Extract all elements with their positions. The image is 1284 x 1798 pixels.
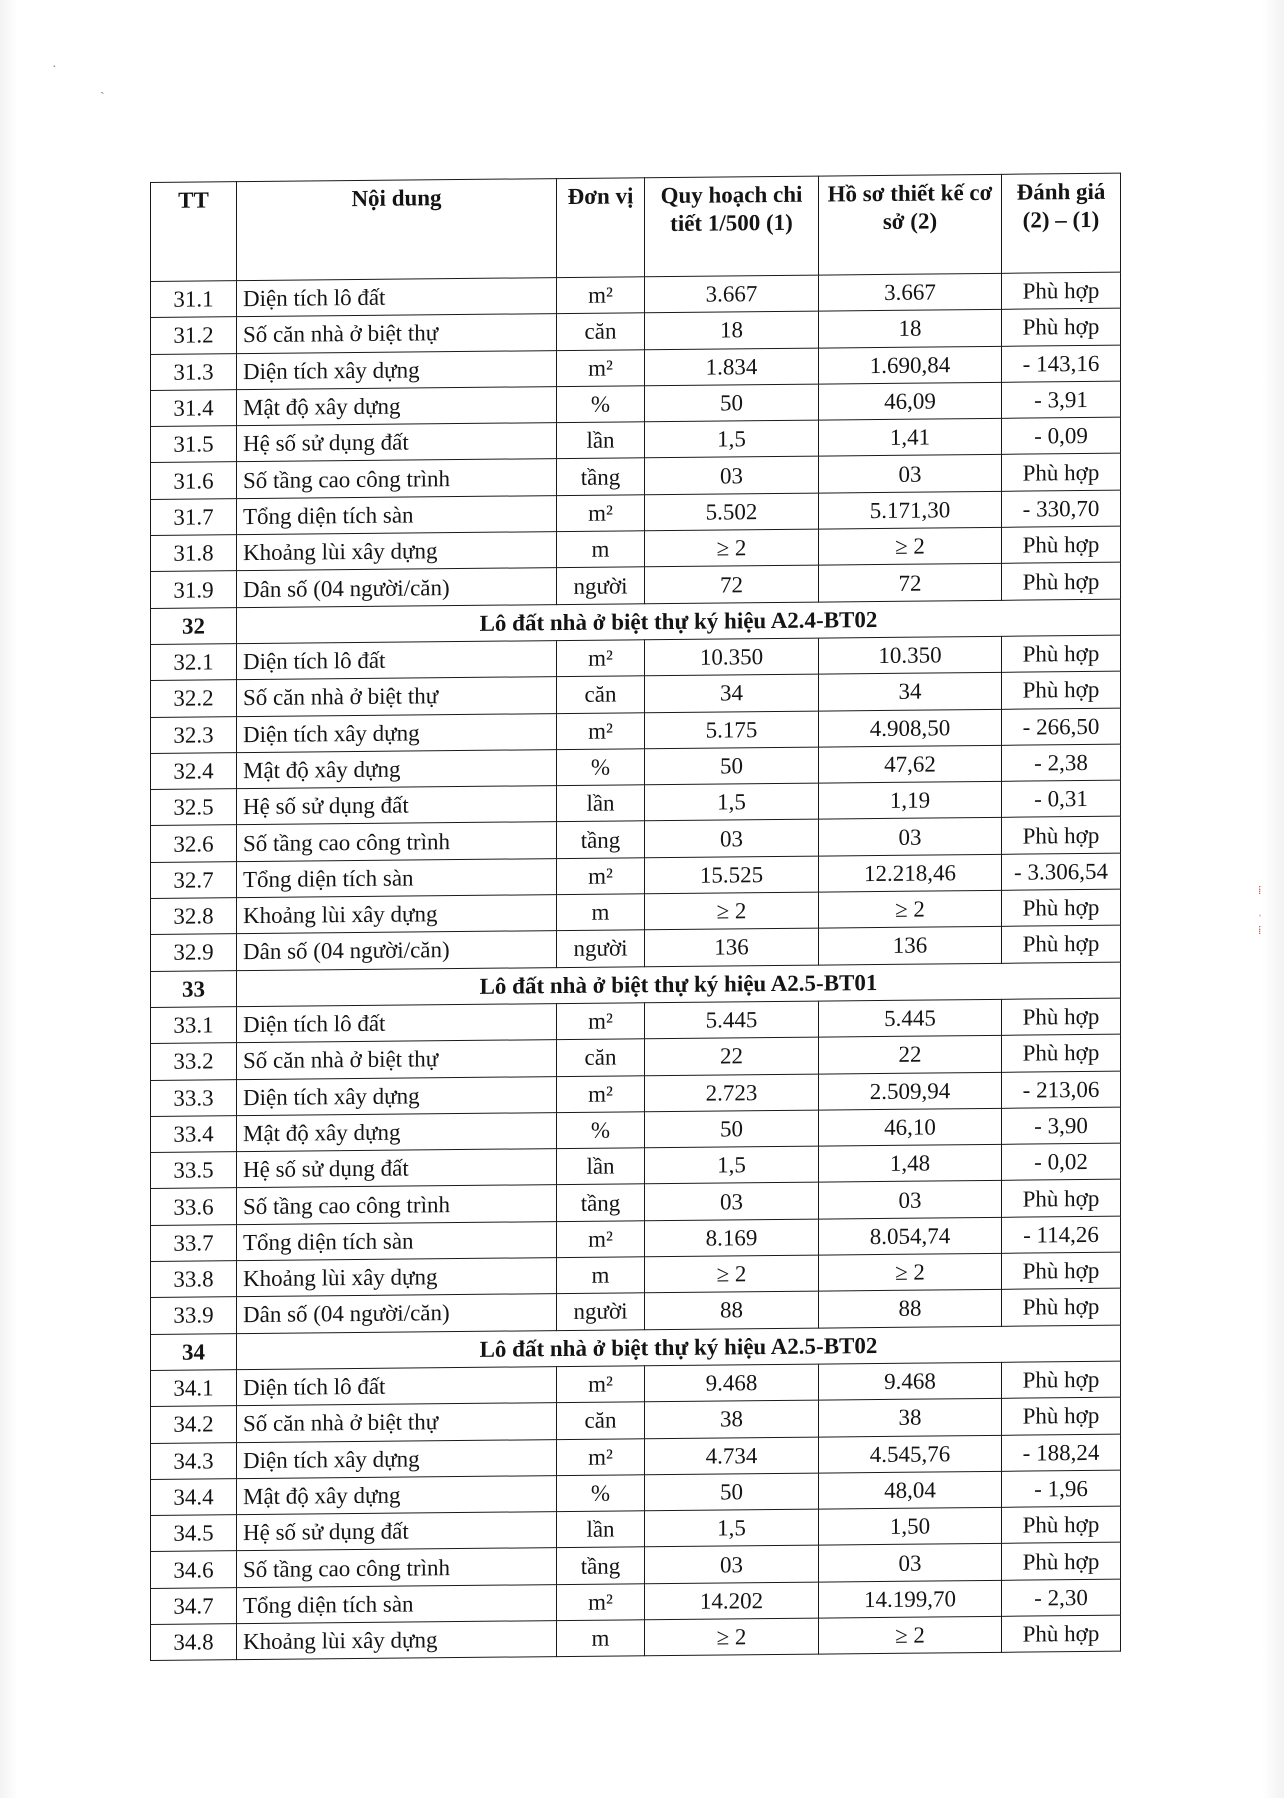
cell-noi-dung: Khoảng lùi xây dựng — [237, 895, 557, 934]
cell-ho-so: 46,09 — [819, 382, 1002, 420]
cell-quy-hoach: 88 — [645, 1291, 819, 1329]
cell-quy-hoach: ≥ 2 — [645, 529, 819, 567]
cell-quy-hoach: ≥ 2 — [645, 1618, 819, 1656]
cell-quy-hoach: 50 — [645, 747, 819, 785]
cell-ho-so: 12.218,46 — [819, 854, 1002, 892]
cell-don-vi: tầng — [557, 458, 645, 495]
cell-quy-hoach: 2.723 — [645, 1074, 819, 1112]
cell-tt: 33.4 — [151, 1115, 237, 1152]
cell-don-vi: lần — [557, 422, 645, 459]
cell-danh-gia: Phù hợp — [1002, 1034, 1121, 1071]
cell-danh-gia: Phù hợp — [1002, 272, 1121, 309]
cell-noi-dung: Diện tích xây dựng — [237, 713, 557, 752]
cell-noi-dung: Tổng diện tích sàn — [237, 1221, 557, 1260]
cell-noi-dung: Tổng diện tích sàn — [237, 858, 557, 897]
cell-quy-hoach: 9.468 — [645, 1364, 819, 1402]
comparison-table — [150, 173, 1121, 1662]
cell-don-vi: % — [557, 1112, 645, 1149]
cell-don-vi: m² — [557, 858, 645, 895]
cell-danh-gia: - 330,70 — [1002, 490, 1121, 527]
cell-don-vi: m — [557, 894, 645, 931]
cell-don-vi: m² — [557, 712, 645, 749]
cell-don-vi: m² — [557, 1075, 645, 1112]
cell-danh-gia: Phù hợp — [1002, 635, 1121, 672]
cell-don-vi: tầng — [557, 1547, 645, 1584]
cell-quy-hoach: 1,5 — [645, 1146, 819, 1184]
cell-noi-dung: Dân số (04 người/căn) — [237, 1294, 557, 1333]
cell-noi-dung: Hệ số sử dụng đất — [237, 1149, 557, 1188]
cell-ho-so: 9.468 — [819, 1362, 1002, 1400]
group-number: 33 — [151, 970, 237, 1007]
cell-don-vi: % — [557, 749, 645, 786]
cell-danh-gia: - 0,31 — [1002, 780, 1121, 817]
cell-ho-so: 88 — [819, 1290, 1002, 1328]
cell-danh-gia: - 2,38 — [1002, 744, 1121, 781]
cell-noi-dung: Diện tích lô đất — [237, 1004, 557, 1043]
cell-tt: 34.3 — [151, 1442, 237, 1479]
cell-ho-so: 34 — [819, 673, 1002, 711]
cell-danh-gia: Phù hợp — [1002, 454, 1121, 491]
cell-danh-gia: Phù hợp — [1002, 1543, 1121, 1580]
cell-danh-gia: - 266,50 — [1002, 708, 1121, 745]
cell-don-vi: % — [557, 1475, 645, 1512]
cell-tt: 34.1 — [151, 1370, 237, 1407]
cell-tt: 31.9 — [151, 571, 237, 608]
cell-noi-dung: Hệ số sử dụng đất — [237, 423, 557, 462]
cell-noi-dung: Diện tích lô đất — [237, 641, 557, 680]
header-ho-so: Hồ sơ thiết kế cơ sở (2) — [819, 174, 1002, 275]
cell-ho-so: 10.350 — [819, 636, 1002, 674]
margin-stamp-marks: ⁞ ˌ ⁞ — [1258, 883, 1262, 937]
cell-ho-so: 14.199,70 — [819, 1580, 1002, 1618]
comparison-table-wrapper — [150, 173, 1120, 1662]
cell-quy-hoach: 50 — [645, 1110, 819, 1148]
cell-tt: 34.6 — [151, 1551, 237, 1588]
header-tt: TT — [151, 182, 237, 282]
cell-danh-gia: - 143,16 — [1002, 345, 1121, 382]
cell-tt: 32.7 — [151, 861, 237, 898]
cell-don-vi: tầng — [557, 821, 645, 858]
cell-noi-dung: Hệ số sử dụng đất — [237, 786, 557, 825]
cell-danh-gia: Phù hợp — [1002, 1361, 1121, 1398]
group-title: Lô đất nhà ở biệt thự ký hiệu A2.5-BT02 — [237, 1325, 1121, 1370]
cell-don-vi: người — [557, 567, 645, 604]
header-quy-hoach: Quy hoạch chi tiết 1/500 (1) — [645, 176, 819, 277]
cell-ho-so: 48,04 — [819, 1471, 1002, 1509]
cell-ho-so: 46,10 — [819, 1108, 1002, 1146]
cell-quy-hoach: 50 — [645, 1473, 819, 1511]
cell-danh-gia: Phù hợp — [1002, 926, 1121, 963]
cell-quy-hoach: 1,5 — [645, 1509, 819, 1547]
cell-tt: 32.1 — [151, 644, 237, 681]
cell-don-vi: căn — [557, 676, 645, 713]
cell-tt: 33.8 — [151, 1261, 237, 1298]
cell-ho-so: 03 — [819, 455, 1002, 493]
table-body — [151, 272, 1121, 1661]
cell-ho-so: 3.667 — [819, 273, 1002, 311]
cell-quy-hoach: ≥ 2 — [645, 1255, 819, 1293]
cell-quy-hoach: 15.525 — [645, 856, 819, 894]
cell-noi-dung: Số căn nhà ở biệt thự — [237, 677, 557, 716]
cell-danh-gia: Phù hợp — [1002, 526, 1121, 563]
cell-noi-dung: Mật độ xây dựng — [237, 749, 557, 788]
cell-noi-dung: Mật độ xây dựng — [237, 1475, 557, 1514]
cell-don-vi: m² — [557, 1366, 645, 1403]
cell-tt: 33.9 — [151, 1297, 237, 1334]
cell-tt: 33.7 — [151, 1224, 237, 1261]
cell-don-vi: m² — [557, 495, 645, 532]
cell-quy-hoach: 10.350 — [645, 638, 819, 676]
cell-noi-dung: Diện tích lô đất — [237, 278, 557, 317]
cell-don-vi: tầng — [557, 1184, 645, 1221]
header-don-vi: Đơn vị — [557, 178, 645, 278]
cell-don-vi: người — [557, 1293, 645, 1330]
cell-quy-hoach: ≥ 2 — [645, 892, 819, 930]
cell-ho-so: 1.690,84 — [819, 346, 1002, 384]
cell-danh-gia: - 0,02 — [1002, 1143, 1121, 1180]
cell-tt: 32.8 — [151, 898, 237, 935]
cell-noi-dung: Số tầng cao công trình — [237, 459, 557, 498]
cell-noi-dung: Hệ số sử dụng đất — [237, 1512, 557, 1551]
cell-quy-hoach: 22 — [645, 1037, 819, 1075]
cell-don-vi: m² — [557, 1583, 645, 1620]
cell-tt: 31.7 — [151, 498, 237, 535]
cell-tt: 31.2 — [151, 317, 237, 354]
cell-ho-so: ≥ 2 — [819, 1253, 1002, 1291]
cell-don-vi: lần — [557, 1148, 645, 1185]
cell-danh-gia: Phù hợp — [1002, 998, 1121, 1035]
cell-ho-so: 2.509,94 — [819, 1072, 1002, 1110]
cell-don-vi: m² — [557, 1003, 645, 1040]
cell-tt: 32.3 — [151, 716, 237, 753]
cell-don-vi: căn — [557, 1039, 645, 1076]
cell-quy-hoach: 1.834 — [645, 348, 819, 386]
cell-tt: 34.2 — [151, 1406, 237, 1443]
cell-tt: 32.2 — [151, 680, 237, 717]
cell-noi-dung: Khoảng lùi xây dựng — [237, 532, 557, 571]
cell-tt: 32.5 — [151, 789, 237, 826]
cell-quy-hoach: 5.445 — [645, 1001, 819, 1039]
cell-quy-hoach: 72 — [645, 565, 819, 603]
cell-tt: 33.5 — [151, 1152, 237, 1189]
cell-ho-so: 03 — [819, 1544, 1002, 1582]
cell-don-vi: người — [557, 930, 645, 967]
cell-noi-dung: Số tầng cao công trình — [237, 1548, 557, 1587]
cell-quy-hoach: 14.202 — [645, 1582, 819, 1620]
cell-ho-so: ≥ 2 — [819, 527, 1002, 565]
cell-ho-so: 18 — [819, 310, 1002, 348]
cell-danh-gia: Phù hợp — [1002, 308, 1121, 345]
cell-quy-hoach: 34 — [645, 674, 819, 712]
cell-don-vi: m² — [557, 349, 645, 386]
cell-noi-dung: Khoảng lùi xây dựng — [237, 1621, 557, 1660]
cell-danh-gia: - 1,96 — [1002, 1470, 1121, 1507]
cell-ho-so: ≥ 2 — [819, 890, 1002, 928]
cell-danh-gia: - 3,90 — [1002, 1107, 1121, 1144]
cell-ho-so: 03 — [819, 1181, 1002, 1219]
cell-don-vi: m² — [557, 1220, 645, 1257]
cell-don-vi: m — [557, 1620, 645, 1657]
cell-quy-hoach: 136 — [645, 928, 819, 966]
cell-quy-hoach: 03 — [645, 1545, 819, 1583]
cell-don-vi: lần — [557, 785, 645, 822]
cell-quy-hoach: 1,5 — [645, 420, 819, 458]
group-number: 34 — [151, 1333, 237, 1370]
cell-noi-dung: Số căn nhà ở biệt thự — [237, 1403, 557, 1442]
cell-danh-gia: Phù hợp — [1002, 1506, 1121, 1543]
cell-ho-so: 72 — [819, 564, 1002, 602]
cell-tt: 31.1 — [151, 281, 237, 318]
cell-don-vi: lần — [557, 1511, 645, 1548]
cell-ho-so: 4.545,76 — [819, 1435, 1002, 1473]
cell-danh-gia: Phù hợp — [1002, 889, 1121, 926]
cell-ho-so: 1,41 — [819, 419, 1002, 457]
cell-don-vi: m² — [557, 1438, 645, 1475]
cell-danh-gia: Phù hợp — [1002, 671, 1121, 708]
cell-don-vi: m² — [557, 640, 645, 677]
cell-ho-so: 22 — [819, 1036, 1002, 1074]
table-header-row — [151, 173, 1121, 281]
cell-tt: 32.9 — [151, 934, 237, 971]
cell-tt: 31.3 — [151, 353, 237, 390]
cell-quy-hoach: 03 — [645, 457, 819, 495]
cell-tt: 31.4 — [151, 390, 237, 427]
cell-don-vi: m — [557, 531, 645, 568]
cell-ho-so: 1,19 — [819, 781, 1002, 819]
cell-ho-so: 38 — [819, 1399, 1002, 1437]
cell-danh-gia: Phù hợp — [1002, 1397, 1121, 1434]
cell-tt: 32.4 — [151, 753, 237, 790]
cell-danh-gia: - 213,06 — [1002, 1071, 1121, 1108]
cell-ho-so: 8.054,74 — [819, 1217, 1002, 1255]
cell-ho-so: 5.171,30 — [819, 491, 1002, 529]
cell-don-vi: % — [557, 386, 645, 423]
cell-quy-hoach: 18 — [645, 311, 819, 349]
cell-danh-gia: Phù hợp — [1002, 1252, 1121, 1289]
cell-ho-so: 136 — [819, 927, 1002, 965]
cell-tt: 34.8 — [151, 1624, 237, 1661]
cell-danh-gia: Phù hợp — [1002, 1288, 1121, 1325]
cell-danh-gia: - 2,30 — [1002, 1579, 1121, 1616]
cell-tt: 34.4 — [151, 1478, 237, 1515]
cell-danh-gia: Phù hợp — [1002, 563, 1121, 600]
cell-danh-gia: Phù hợp — [1002, 1615, 1121, 1652]
cell-noi-dung: Tổng diện tích sàn — [237, 1584, 557, 1623]
cell-quy-hoach: 50 — [645, 384, 819, 422]
group-title: Lô đất nhà ở biệt thự ký hiệu A2.5-BT01 — [237, 962, 1121, 1007]
cell-danh-gia: Phù hợp — [1002, 817, 1121, 854]
cell-tt: 31.5 — [151, 426, 237, 463]
header-danh-gia: Đánh giá (2) – (1) — [1002, 173, 1121, 273]
cell-noi-dung: Số căn nhà ở biệt thự — [237, 1040, 557, 1079]
cell-tt: 33.2 — [151, 1043, 237, 1080]
cell-quy-hoach: 8.169 — [645, 1219, 819, 1257]
cell-ho-so: 4.908,50 — [819, 709, 1002, 747]
cell-ho-so: ≥ 2 — [819, 1616, 1002, 1654]
cell-danh-gia: Phù hợp — [1002, 1180, 1121, 1217]
cell-quy-hoach: 4.734 — [645, 1437, 819, 1475]
cell-tt: 31.8 — [151, 535, 237, 572]
cell-noi-dung: Số căn nhà ở biệt thự — [237, 314, 557, 353]
cell-quy-hoach: 03 — [645, 1183, 819, 1221]
cell-noi-dung: Mật độ xây dựng — [237, 386, 557, 425]
group-title: Lô đất nhà ở biệt thự ký hiệu A2.4-BT02 — [237, 599, 1121, 644]
cell-noi-dung: Tổng diện tích sàn — [237, 495, 557, 534]
cell-noi-dung: Diện tích xây dựng — [237, 1076, 557, 1115]
cell-don-vi: m — [557, 1257, 645, 1294]
cell-danh-gia: - 114,26 — [1002, 1216, 1121, 1253]
cell-noi-dung: Số tầng cao công trình — [237, 822, 557, 861]
cell-don-vi: căn — [557, 313, 645, 350]
cell-noi-dung: Khoảng lùi xây dựng — [237, 1258, 557, 1297]
cell-tt: 31.6 — [151, 462, 237, 499]
header-noi-dung: Nội dung — [237, 179, 557, 281]
cell-ho-so: 1,50 — [819, 1507, 1002, 1545]
cell-noi-dung: Diện tích xây dựng — [237, 1439, 557, 1478]
cell-quy-hoach: 38 — [645, 1400, 819, 1438]
cell-noi-dung: Dân số (04 người/căn) — [237, 931, 557, 970]
cell-noi-dung: Diện tích lô đất — [237, 1367, 557, 1406]
cell-don-vi: m² — [557, 277, 645, 314]
cell-quy-hoach: 5.502 — [645, 493, 819, 531]
cell-ho-so: 5.445 — [819, 999, 1002, 1037]
cell-noi-dung: Mật độ xây dựng — [237, 1112, 557, 1151]
cell-tt: 33.3 — [151, 1079, 237, 1116]
cell-danh-gia: - 3,91 — [1002, 381, 1121, 418]
cell-ho-so: 47,62 — [819, 745, 1002, 783]
cell-danh-gia: - 3.306,54 — [1002, 853, 1121, 890]
cell-tt: 33.1 — [151, 1007, 237, 1044]
cell-noi-dung: Diện tích xây dựng — [237, 350, 557, 389]
cell-quy-hoach: 1,5 — [645, 783, 819, 821]
cell-tt: 32.6 — [151, 825, 237, 862]
cell-noi-dung: Dân số (04 người/căn) — [237, 568, 557, 607]
cell-ho-so: 03 — [819, 818, 1002, 856]
scan-speck: · — [52, 60, 57, 75]
cell-don-vi: căn — [557, 1402, 645, 1439]
cell-noi-dung: Số tầng cao công trình — [237, 1185, 557, 1224]
cell-quy-hoach: 03 — [645, 820, 819, 858]
group-number: 32 — [151, 607, 237, 644]
scan-speck: ˏ — [100, 80, 105, 95]
cell-ho-so: 1,48 — [819, 1144, 1002, 1182]
cell-danh-gia: - 0,09 — [1002, 417, 1121, 454]
cell-tt: 33.6 — [151, 1188, 237, 1225]
cell-tt: 34.7 — [151, 1587, 237, 1624]
cell-quy-hoach: 3.667 — [645, 275, 819, 313]
cell-quy-hoach: 5.175 — [645, 711, 819, 749]
cell-tt: 34.5 — [151, 1515, 237, 1552]
cell-danh-gia: - 188,24 — [1002, 1434, 1121, 1471]
